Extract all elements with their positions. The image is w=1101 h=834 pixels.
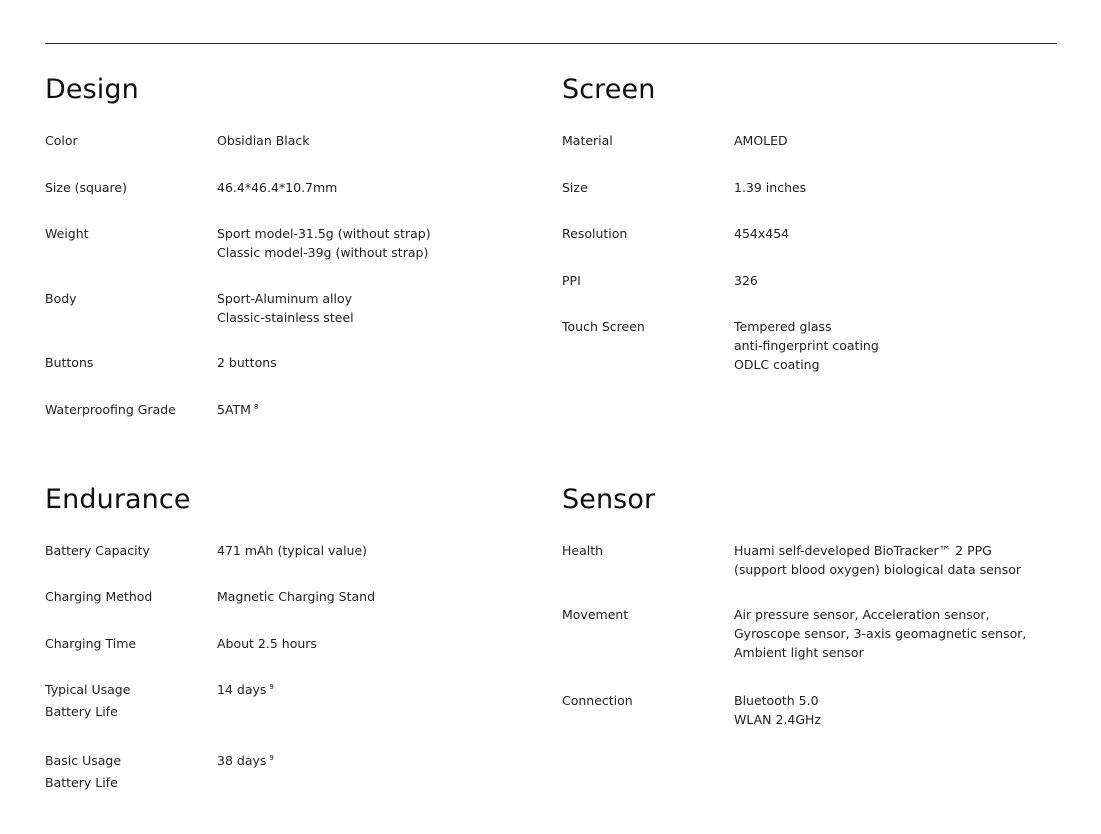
spec-label-material: Material — [562, 133, 613, 148]
spec-label-body: Body — [45, 291, 77, 306]
spec-value-size: 46.4*46.4*10.7mm — [217, 180, 338, 195]
spec-value-material: AMOLED — [734, 133, 788, 148]
spec-label-waterproofing: Waterproofing Grade — [45, 402, 176, 417]
spec-label-charging-time: Charging Time — [45, 636, 137, 651]
spec-label-charging-method: Charging Method — [45, 589, 153, 604]
spec-label-color: Color — [45, 133, 78, 148]
spec-value-battery-capacity: 471 mAh (typical value) — [217, 543, 368, 558]
spec-label-size: Size (square) — [45, 180, 127, 195]
spec-value-health: Huami self-developed BioTracker™ 2 PPG (support blood oxygen) biological data sensor — [734, 543, 1022, 577]
spec-value-basic-usage: 38 days $^9$ — [217, 753, 274, 768]
spec-label-screen-size: Size — [562, 180, 588, 195]
spec-value-charging-method: Magnetic Charging Stand — [217, 589, 376, 604]
spec-label-health: Health — [562, 543, 604, 558]
spec-label-resolution: Resolution — [562, 226, 628, 241]
top-divider — [45, 43, 1057, 44]
spec-value-waterproofing: 5ATM $^8$ — [217, 402, 259, 417]
spec-value-touch-screen: Tempered glass anti-fingerprint coating ODLC coating — [734, 319, 879, 372]
spec-value-resolution: 454x454 — [734, 226, 790, 241]
spec-label-buttons: Buttons — [45, 355, 94, 370]
footnote-marker: 9 — [269, 753, 274, 762]
spec-value-buttons: 2 buttons — [217, 355, 277, 370]
spec-label-battery-capacity: Battery Capacity — [45, 543, 150, 558]
spec-label-ppi: PPI — [562, 273, 581, 288]
spec-label-movement: Movement — [562, 607, 629, 622]
spec-value-typical-usage: 14 days $^9$ — [217, 682, 274, 697]
footnote-marker: 8 — [253, 402, 259, 411]
spec-label-connection: Connection — [562, 693, 633, 708]
spec-label-typical-usage: Typical Usage Battery Life — [45, 682, 131, 719]
spec-label-basic-usage: Basic Usage Battery Life — [45, 753, 122, 790]
spec-value-body: Sport-Aluminum alloy Classic-stainless steel — [217, 291, 354, 325]
spec-value-charging-time: About 2.5 hours — [217, 636, 317, 651]
section-title-endurance: Endurance — [45, 484, 191, 515]
section-title-sensor: Sensor — [562, 484, 656, 515]
spec-value-ppi: 326 — [734, 273, 758, 288]
spec-label-weight: Weight — [45, 226, 89, 241]
section-title-screen: Screen — [562, 74, 656, 105]
spec-value-connection: Bluetooth 5.0 WLAN 2.4GHz — [734, 693, 822, 727]
spec-value-weight: Sport model-31.5g (without strap) Classic model-39g (without strap) — [217, 226, 431, 260]
spec-label-touch-screen: Touch Screen — [562, 319, 645, 334]
footnote-marker: 9 — [269, 682, 274, 691]
spec-value-movement: Air pressure sensor, Acceleration sensor, Gyroscope sensor, 3-axis geomagnetic sensor, Ambient light sensor — [734, 607, 1027, 660]
spec-value-screen-size: 1.39 inches — [734, 180, 807, 195]
spec-value-color: Obsidian Black — [217, 133, 310, 148]
section-title-design: Design — [45, 74, 139, 105]
